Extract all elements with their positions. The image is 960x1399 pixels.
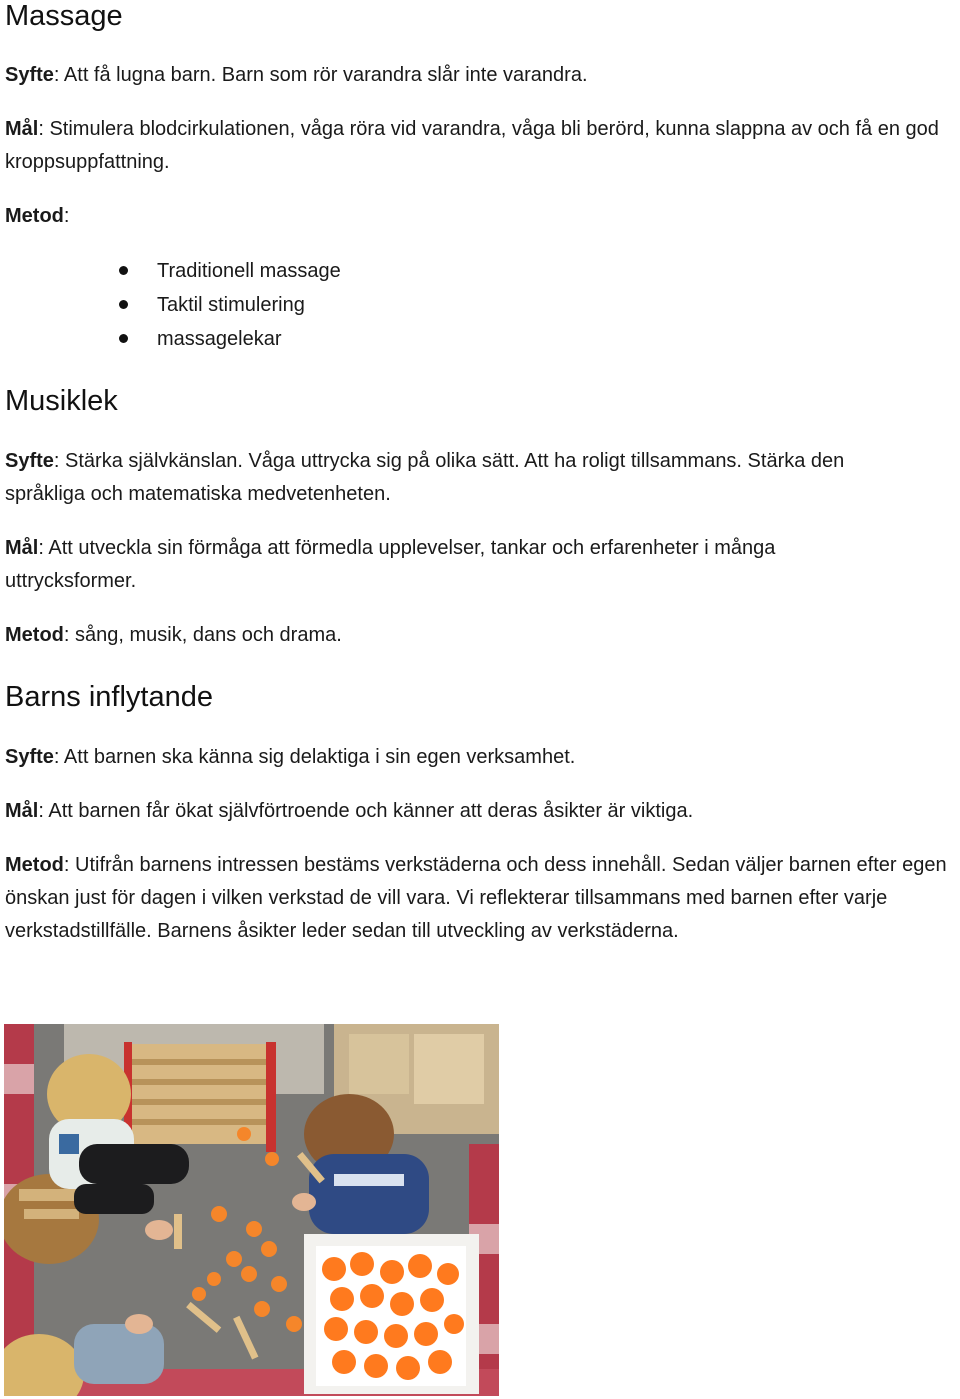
children-playing-image [4, 1024, 499, 1396]
mal-label: Mål [5, 800, 39, 822]
mal-text: : Att utveckla sin förmåga att förmedla upplevelser, tankar och erfarenheter i många uttrycksformer. [5, 537, 776, 592]
workshop-photo [4, 1024, 499, 1396]
musiklek-mal [5, 532, 865, 598]
massage-method-list [5, 254, 905, 356]
metod-text: : sång, musik, dans och drama. [63, 624, 342, 646]
heading-massage: Massage [5, 0, 123, 32]
syfte-text: : Stärka självkänslan. Våga uttrycka sig på olika sätt. Att ha roligt tillsammans. Stärka den språkliga och matematiska medvetenheten. [5, 450, 845, 505]
mal-label: Mål [5, 537, 39, 559]
list-item: Taktil stimulering [5, 288, 905, 322]
massage-syfte [5, 59, 955, 92]
massage-mal [5, 113, 960, 179]
mal-label: Mål [5, 118, 39, 140]
mal-text: : Att barnen får ökat självförtroende och känner att deras åsikter är viktiga. [38, 800, 694, 822]
metod-label: Metod [5, 624, 64, 646]
metod-text: : Utifrån barnens intressen bestäms verkstäderna och dess innehåll. Sedan väljer barnen efter egen önskan just för dagen i vilken verkstad de vill vara. Vi reflekterar tillsammans med barnen efter varje verkstadstillfälle. Barnens åsikter leder sedan till utveckling av verkstäderna. [5, 854, 947, 942]
mal-text: : Stimulera blodcirkulationen, våga röra vid varandra, våga bli berörd, kunna slappna av och få en god kroppsuppfattning. [5, 118, 939, 173]
syfte-label: Syfte [5, 450, 54, 472]
musiklek-metod [5, 619, 905, 652]
bullet-icon [119, 266, 128, 275]
heading-barns-inflytande: Barns inflytande [5, 681, 213, 713]
bullet-icon [119, 300, 128, 309]
metod-label: Metod [5, 205, 64, 227]
inflytande-syfte [5, 741, 905, 774]
syfte-label: Syfte [5, 746, 54, 768]
inflytande-mal [5, 795, 905, 828]
musiklek-syfte [5, 445, 905, 511]
inflytande-metod [5, 849, 957, 948]
list-item: massagelekar [5, 322, 905, 356]
metod-label: Metod [5, 854, 64, 876]
list-item: Traditionell massage [5, 254, 905, 288]
syfte-label: Syfte [5, 64, 54, 86]
metod-text: : [63, 205, 70, 227]
syfte-text: : Att få lugna barn. Barn som rör varandra slår inte varandra. [53, 64, 588, 86]
heading-musiklek: Musiklek [5, 385, 118, 417]
massage-metod [5, 200, 69, 233]
syfte-text: : Att barnen ska känna sig delaktiga i sin egen verksamhet. [53, 746, 576, 768]
bullet-icon [119, 334, 128, 343]
